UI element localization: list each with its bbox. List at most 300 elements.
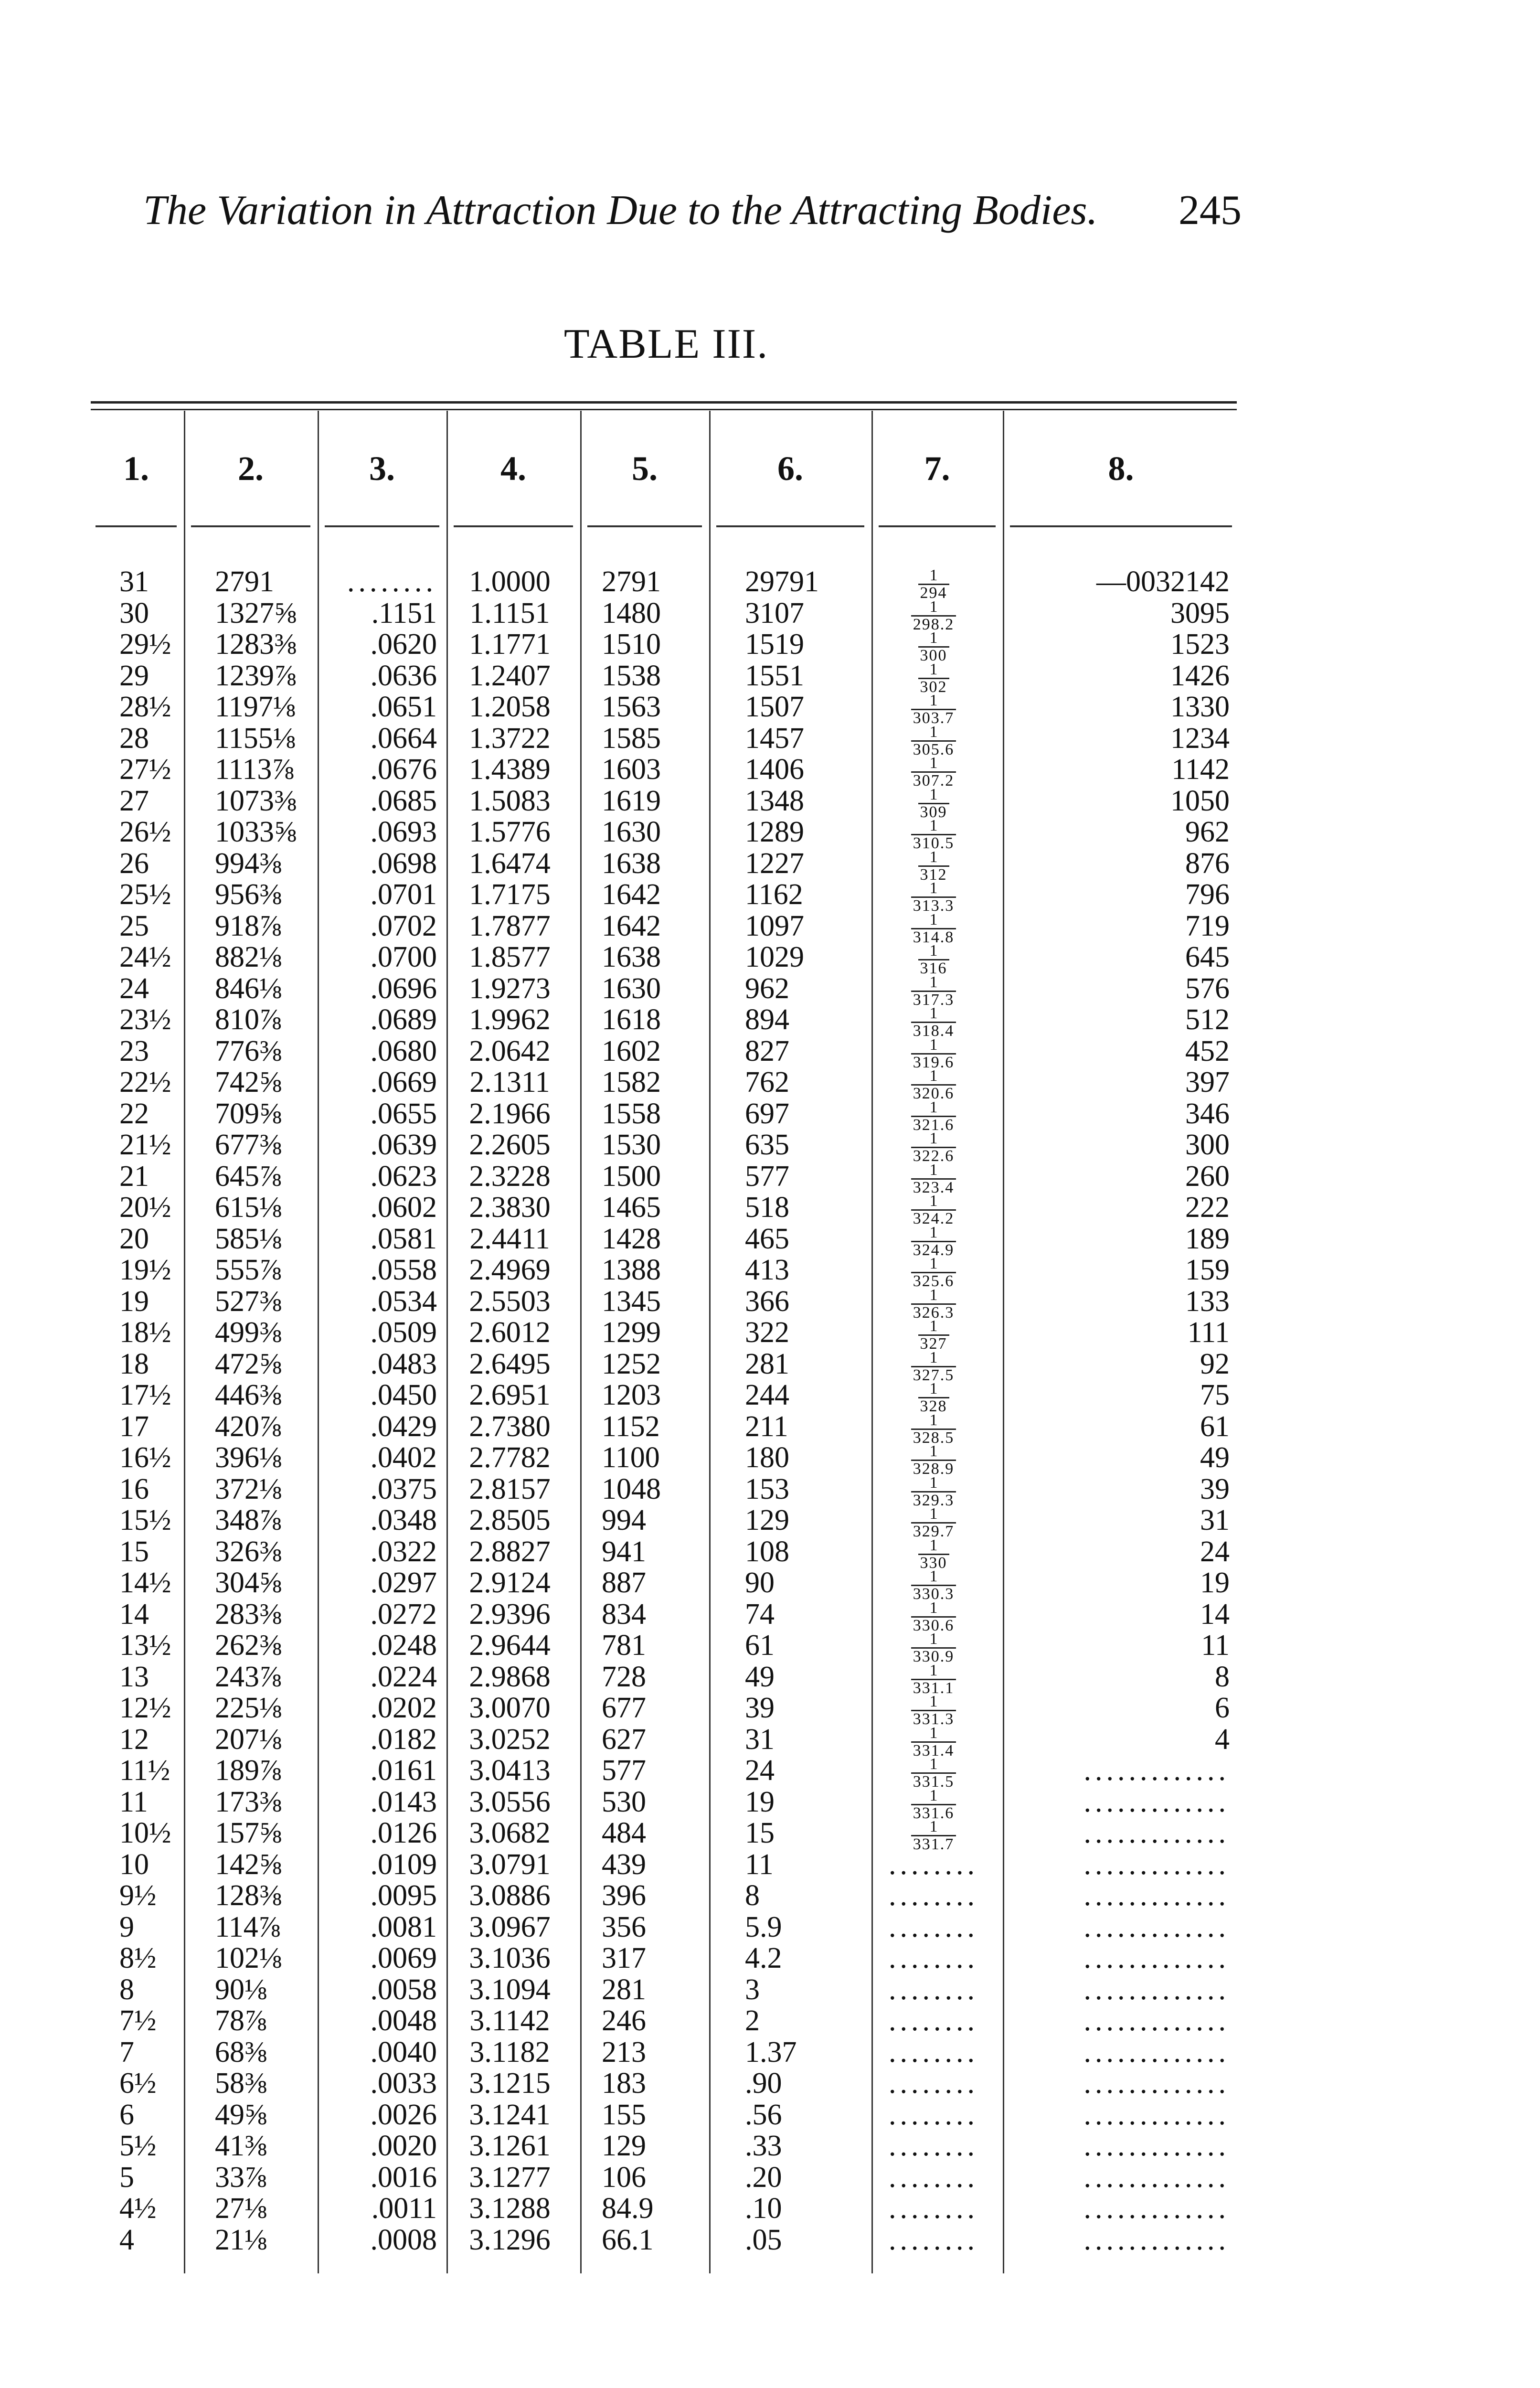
table-top-rule-thin: [91, 409, 1237, 410]
cell-col4: 2.3830: [469, 1191, 551, 1224]
cell-col8: 876: [1185, 847, 1230, 880]
cell-col5: 1510: [602, 628, 661, 661]
fraction-denominator: 323.4: [913, 1178, 955, 1196]
cell-col5: 1619: [602, 784, 661, 817]
fraction: [918, 943, 949, 977]
cell-col3: .0581: [370, 1222, 437, 1255]
page-header: [143, 186, 1242, 248]
cell-col2: 372⅛: [215, 1472, 282, 1505]
fraction-numerator: 1: [911, 755, 956, 773]
cell-col5: 1480: [602, 597, 661, 629]
cell-col8: 576: [1185, 972, 1230, 1005]
cell-col4: 3.0413: [469, 1754, 551, 1787]
cell-col3: .0620: [370, 628, 437, 661]
fraction: [918, 787, 949, 821]
cell-col3: .0008: [370, 2223, 437, 2256]
fraction-numerator: 1: [911, 1568, 956, 1586]
fraction-numerator: 1: [911, 1162, 956, 1180]
fraction-numerator: 1: [911, 1443, 956, 1461]
cell-col4: 3.0556: [469, 1785, 551, 1818]
table-top-rule: [91, 401, 1237, 404]
column-divider: [446, 411, 448, 2273]
cell-col7: [874, 1317, 993, 1353]
fraction: [911, 1256, 956, 1290]
cell-col2: 1239⅞: [215, 659, 297, 692]
cell-col8: .............: [1083, 2192, 1230, 2225]
table-title: TABLE III.: [563, 321, 769, 367]
cell-col5: 677: [602, 1692, 646, 1724]
cell-col2: 78⅞: [215, 2004, 267, 2037]
cell-col1: 17½: [119, 1379, 171, 1411]
cell-col2: 49⅝: [215, 2098, 267, 2131]
cell-col1: 10½: [119, 1817, 171, 1849]
cell-col7: [874, 1379, 993, 1416]
cell-col1: 27: [119, 784, 149, 817]
fraction-denominator: 324.9: [913, 1241, 955, 1259]
cell-col8: .............: [1083, 2004, 1230, 2037]
cell-col8: 49: [1200, 1441, 1230, 1474]
cell-col4: 3.1261: [469, 2130, 551, 2162]
cell-col6: 24: [745, 1754, 775, 1787]
fraction-denominator: 329.7: [913, 1523, 955, 1541]
cell-col5: 1252: [602, 1347, 661, 1380]
fraction: [911, 1756, 956, 1790]
cell-col3: .0272: [370, 1598, 437, 1631]
cell-col2: 189⅞: [215, 1754, 282, 1787]
cell-col1: 10: [119, 1848, 149, 1881]
cell-col2: 499⅜: [215, 1316, 282, 1349]
cell-col6: 281: [745, 1347, 789, 1380]
fraction-denominator: 329.3: [913, 1491, 955, 1509]
cell-col2: 918⅞: [215, 909, 282, 942]
cell-col5: 887: [602, 1567, 646, 1599]
header-underline: [191, 525, 310, 527]
cell-col5: 129: [602, 2130, 646, 2162]
cell-col5: 155: [602, 2098, 646, 2131]
cell-col8: 1142: [1171, 753, 1230, 786]
cell-col3: .0202: [370, 1692, 437, 1724]
fraction-numerator: 1: [911, 1788, 956, 1805]
fraction-denominator: 326.3: [913, 1303, 955, 1322]
cell-col5: 213: [602, 2036, 646, 2068]
cell-col1: 28: [119, 722, 149, 755]
fraction: [911, 1193, 956, 1227]
cell-col8: .............: [1083, 2036, 1230, 2068]
cell-col4: 3.1288: [469, 2192, 551, 2225]
cell-col2: 142⅝: [215, 1848, 282, 1881]
cell-col7: [874, 1661, 993, 1697]
cell-col1: 13: [119, 1660, 149, 1693]
page-number: 245: [1179, 187, 1242, 234]
cell-col7: ........: [889, 1910, 978, 1943]
cell-col4: 1.3722: [469, 722, 551, 755]
cell-col8: 19: [1200, 1567, 1230, 1599]
fraction-numerator: 1: [911, 1725, 956, 1743]
fraction-denominator: 328: [920, 1397, 947, 1416]
fraction-numerator: 1: [918, 567, 949, 585]
fraction-denominator: 328.9: [913, 1460, 955, 1478]
cell-col4: 1.5083: [469, 784, 551, 817]
cell-col6: 74: [745, 1598, 775, 1631]
cell-col8: —0032142: [1096, 565, 1230, 598]
cell-col8: .............: [1083, 2130, 1230, 2162]
cell-col2: 225⅛: [215, 1692, 282, 1724]
cell-col8: 1234: [1170, 722, 1230, 755]
cell-col2: 58⅜: [215, 2067, 267, 2100]
fraction-numerator: 1: [911, 1663, 956, 1680]
cell-col3: .0669: [370, 1066, 437, 1098]
cell-col8: 24: [1200, 1535, 1230, 1568]
fraction: [911, 1412, 956, 1446]
cell-col7: [874, 1098, 993, 1134]
cell-col2: 90⅛: [215, 1973, 267, 2006]
cell-col1: 11½: [119, 1754, 170, 1787]
cell-col8: .............: [1083, 1879, 1230, 1912]
fraction-denominator: 300: [920, 647, 947, 665]
cell-col2: 283⅜: [215, 1598, 282, 1631]
cell-col7: [874, 1599, 993, 1634]
cell-col1: 27½: [119, 753, 171, 786]
cell-col1: 4: [119, 2223, 134, 2256]
fraction-denominator: 330.9: [913, 1648, 955, 1666]
cell-col5: 728: [602, 1660, 646, 1693]
fraction: [911, 1568, 956, 1602]
cell-col4: 3.0070: [469, 1692, 551, 1724]
cell-col8: 39: [1200, 1472, 1230, 1505]
cell-col6: 49: [745, 1660, 775, 1693]
cell-col3: .0450: [370, 1379, 437, 1411]
cell-col1: 24: [119, 972, 149, 1005]
fraction-denominator: 331.3: [913, 1710, 955, 1728]
cell-col3: .0069: [370, 1942, 437, 1974]
fraction: [911, 693, 956, 726]
column-header-5: 5.: [632, 449, 658, 488]
cell-col3: .0429: [370, 1410, 437, 1443]
cell-col2: 709⅝: [215, 1097, 282, 1130]
cell-col1: 5½: [119, 2130, 157, 2162]
cell-col7: ........: [889, 2130, 978, 2162]
cell-col1: 20½: [119, 1191, 171, 1224]
fraction: [918, 849, 949, 883]
cell-col6: 635: [745, 1129, 789, 1161]
fraction: [911, 1287, 956, 1321]
cell-col7: [874, 1630, 993, 1666]
cell-col1: 11: [119, 1785, 148, 1818]
fraction-numerator: 1: [911, 1819, 956, 1836]
fraction-denominator: 322.6: [913, 1147, 955, 1165]
cell-col2: 645⅞: [215, 1160, 282, 1193]
cell-col8: 61: [1200, 1410, 1230, 1443]
cell-col3: .0664: [370, 722, 437, 755]
cell-col4: 2.2605: [469, 1129, 551, 1161]
cell-col6: 366: [745, 1285, 789, 1318]
cell-col4: 1.1771: [469, 628, 551, 661]
cell-col3: .0126: [370, 1817, 437, 1849]
cell-col4: 1.4389: [469, 753, 551, 786]
cell-col8: 1523: [1170, 628, 1230, 661]
fraction: [911, 1350, 956, 1384]
cell-col4: 2.8827: [469, 1535, 551, 1568]
cell-col3: .0701: [370, 878, 437, 911]
cell-col7: [874, 1223, 993, 1259]
cell-col3: ........: [347, 565, 437, 598]
cell-col5: 627: [602, 1723, 646, 1756]
fraction-numerator: 1: [911, 1631, 956, 1649]
cell-col3: .0095: [370, 1879, 437, 1912]
cell-col2: 1327⅝: [215, 597, 297, 629]
cell-col1: 12: [119, 1723, 149, 1756]
cell-col3: .0685: [370, 784, 437, 817]
fraction: [911, 1663, 956, 1696]
cell-col3: .0534: [370, 1285, 437, 1318]
cell-col4: 2.9644: [469, 1629, 551, 1662]
cell-col2: 1155⅛: [215, 722, 296, 755]
cell-col4: 1.0000: [469, 565, 551, 598]
cell-col7: ........: [889, 2223, 978, 2256]
cell-col8: .............: [1083, 2161, 1230, 2194]
cell-col6: 413: [745, 1254, 789, 1286]
cell-col1: 12½: [119, 1692, 171, 1724]
cell-col4: 3.1142: [469, 2004, 550, 2037]
cell-col6: .05: [745, 2223, 782, 2256]
cell-col4: 1.9962: [469, 1003, 551, 1036]
cell-col4: 2.8505: [469, 1504, 551, 1536]
cell-col4: 2.7782: [469, 1441, 551, 1474]
fraction-denominator: 320.6: [913, 1085, 955, 1103]
fraction-denominator: 327.5: [913, 1366, 955, 1384]
cell-col6: 827: [745, 1034, 789, 1067]
cell-col7: [874, 1442, 993, 1478]
cell-col7: [874, 1817, 993, 1854]
cell-col8: 14: [1200, 1598, 1230, 1631]
cell-col3: .0402: [370, 1441, 437, 1474]
cell-col6: 1406: [745, 753, 804, 786]
fraction-numerator: 1: [918, 1537, 949, 1555]
cell-col7: [874, 1411, 993, 1447]
cell-col6: 29791: [745, 565, 819, 598]
cell-col5: 281: [602, 1973, 646, 2006]
cell-col5: 1428: [602, 1222, 661, 1255]
fraction-denominator: 312: [920, 865, 947, 884]
fraction-denominator: 294: [920, 584, 947, 602]
fraction-denominator: 331.7: [913, 1835, 955, 1854]
cell-col2: 776⅜: [215, 1034, 282, 1067]
cell-col4: 2.9124: [469, 1567, 551, 1599]
cell-col4: 3.0886: [469, 1879, 551, 1912]
cell-col3: .0248: [370, 1629, 437, 1662]
cell-col7: [874, 1035, 993, 1071]
cell-col1: 7½: [119, 2004, 157, 2037]
cell-col1: 8: [119, 1973, 134, 2006]
cell-col2: 994⅜: [215, 847, 282, 880]
cell-col1: 20: [119, 1222, 149, 1255]
cell-col5: 834: [602, 1598, 646, 1631]
cell-col8: 11: [1201, 1629, 1230, 1662]
cell-col1: 15½: [119, 1504, 171, 1536]
cell-col7: [874, 785, 993, 821]
cell-col1: 14½: [119, 1567, 171, 1599]
cell-col2: 128⅜: [215, 1879, 282, 1912]
cell-col3: .0348: [370, 1504, 437, 1536]
cell-col6: .33: [745, 2130, 782, 2162]
fraction: [911, 1068, 956, 1102]
cell-col6: 244: [745, 1379, 789, 1411]
cell-col6: 1507: [745, 691, 804, 723]
cell-col7: [874, 1129, 993, 1165]
cell-col2: 1113⅞: [215, 753, 294, 786]
cell-col6: 465: [745, 1222, 789, 1255]
fraction-denominator: 317.3: [913, 991, 955, 1009]
fraction-denominator: 331.5: [913, 1773, 955, 1791]
cell-col3: .0636: [370, 659, 437, 692]
cell-col4: 2.6012: [469, 1316, 551, 1349]
fraction-denominator: 330.3: [913, 1585, 955, 1603]
cell-col7: ........: [889, 2004, 978, 2037]
cell-col8: 1050: [1170, 784, 1230, 817]
fraction-denominator: 331.4: [913, 1741, 955, 1759]
fraction-denominator: 331.1: [913, 1679, 955, 1697]
fraction-numerator: 1: [911, 1068, 956, 1086]
cell-col6: 762: [745, 1066, 789, 1098]
fraction-numerator: 1: [911, 1193, 956, 1211]
cell-col2: 677⅜: [215, 1129, 282, 1161]
cell-col4: 3.1277: [469, 2161, 551, 2194]
fraction-numerator: 1: [911, 1099, 956, 1117]
cell-col8: 397: [1185, 1066, 1230, 1098]
cell-col6: 1.37: [745, 2036, 797, 2068]
cell-col1: 31: [119, 565, 149, 598]
fraction-numerator: 1: [918, 943, 949, 960]
cell-col6: 1289: [745, 816, 804, 848]
cell-col5: 781: [602, 1629, 646, 1662]
cell-col6: 1097: [745, 909, 804, 942]
fraction-numerator: 1: [911, 1005, 956, 1023]
cell-col7: [874, 691, 993, 727]
cell-col8: 75: [1200, 1379, 1230, 1411]
cell-col4: 3.1296: [469, 2223, 551, 2256]
fraction: [918, 1537, 949, 1571]
fraction: [911, 974, 956, 1008]
cell-col6: 2: [745, 2004, 760, 2037]
column-divider: [580, 411, 582, 2273]
cell-col5: 1642: [602, 878, 661, 911]
cell-col4: 3.0791: [469, 1848, 551, 1881]
cell-col1: 25½: [119, 878, 171, 911]
fraction: [911, 1099, 956, 1133]
cell-col3: .0182: [370, 1723, 437, 1756]
cell-col4: 3.0967: [469, 1910, 551, 1943]
cell-col4: 3.1036: [469, 1942, 551, 1974]
cell-col8: 645: [1185, 941, 1230, 973]
cell-col7: ........: [889, 2098, 978, 2131]
cell-col4: 2.7380: [469, 1410, 551, 1443]
cell-col8: .............: [1083, 1942, 1230, 1974]
cell-col8: .............: [1083, 1817, 1230, 1849]
fraction-numerator: 1: [918, 1381, 949, 1398]
cell-col1: 30: [119, 597, 149, 629]
cell-col8: 1330: [1170, 691, 1230, 723]
cell-col4: 2.4411: [469, 1222, 550, 1255]
fraction: [911, 1130, 956, 1164]
cell-col7: [874, 1066, 993, 1103]
cell-col6: 962: [745, 972, 789, 1005]
cell-col6: 8: [745, 1879, 760, 1912]
cell-col7: [874, 879, 993, 915]
cell-col4: 3.1241: [469, 2098, 551, 2131]
fraction-denominator: 327: [920, 1335, 947, 1353]
cell-col5: 1585: [602, 722, 661, 755]
cell-col2: 173⅜: [215, 1785, 282, 1818]
fraction-numerator: 1: [911, 912, 956, 929]
cell-col7: [874, 1504, 993, 1541]
cell-col6: 4.2: [745, 1942, 782, 1974]
cell-col3: .0040: [370, 2036, 437, 2068]
cell-col7: ........: [889, 2161, 978, 2194]
fraction-numerator: 1: [911, 1350, 956, 1367]
cell-col8: 260: [1185, 1160, 1230, 1193]
cell-col7: [874, 1567, 993, 1603]
cell-col1: 4½: [119, 2192, 157, 2225]
cell-col3: .0109: [370, 1848, 437, 1881]
fraction: [911, 1005, 956, 1039]
fraction-numerator: 1: [911, 1412, 956, 1430]
cell-col3: .0558: [370, 1254, 437, 1286]
cell-col7: ........: [889, 1942, 978, 1974]
cell-col3: .0058: [370, 1973, 437, 2006]
cell-col1: 9: [119, 1910, 134, 1943]
cell-col3: .0375: [370, 1472, 437, 1505]
fraction-numerator: 1: [911, 818, 956, 835]
fraction: [911, 1475, 956, 1509]
cell-col2: 21⅛: [215, 2223, 267, 2256]
cell-col1: 26: [119, 847, 149, 880]
cell-col1: 19: [119, 1285, 149, 1318]
cell-col2: 1033⅝: [215, 816, 297, 848]
cell-col4: 2.9396: [469, 1598, 551, 1631]
cell-col7: [874, 973, 993, 1009]
cell-col8: 92: [1200, 1347, 1230, 1380]
fraction-numerator: 1: [911, 1225, 956, 1242]
cell-col5: 484: [602, 1817, 646, 1849]
cell-col5: 1048: [602, 1472, 661, 1505]
cell-col6: 1551: [745, 659, 804, 692]
fraction-numerator: 1: [911, 599, 956, 617]
fraction-denominator: 313.3: [913, 897, 955, 915]
cell-col2: 555⅞: [215, 1254, 282, 1286]
fraction-denominator: 328.5: [913, 1429, 955, 1447]
fraction-numerator: 1: [918, 661, 949, 679]
cell-col4: 1.6474: [469, 847, 551, 880]
header-underline: [454, 525, 573, 527]
cell-col6: .56: [745, 2098, 782, 2131]
cell-col3: .0655: [370, 1097, 437, 1130]
column-header-8: 8.: [1108, 449, 1134, 488]
cell-col3: .1151: [371, 597, 437, 629]
cell-col3: .0224: [370, 1660, 437, 1693]
cell-col5: 1618: [602, 1003, 661, 1036]
cell-col2: 846⅛: [215, 972, 282, 1005]
header-underline: [325, 525, 439, 527]
fraction-numerator: 1: [911, 1287, 956, 1305]
cell-col2: 1197⅛: [215, 691, 296, 723]
cell-col3: .0693: [370, 816, 437, 848]
fraction-denominator: 307.2: [913, 772, 955, 790]
cell-col5: 1602: [602, 1034, 661, 1067]
column-header-7: 7.: [924, 449, 950, 488]
fraction-numerator: 1: [911, 1130, 956, 1148]
cell-col5: 1345: [602, 1285, 661, 1318]
cell-col3: .0026: [370, 2098, 437, 2131]
